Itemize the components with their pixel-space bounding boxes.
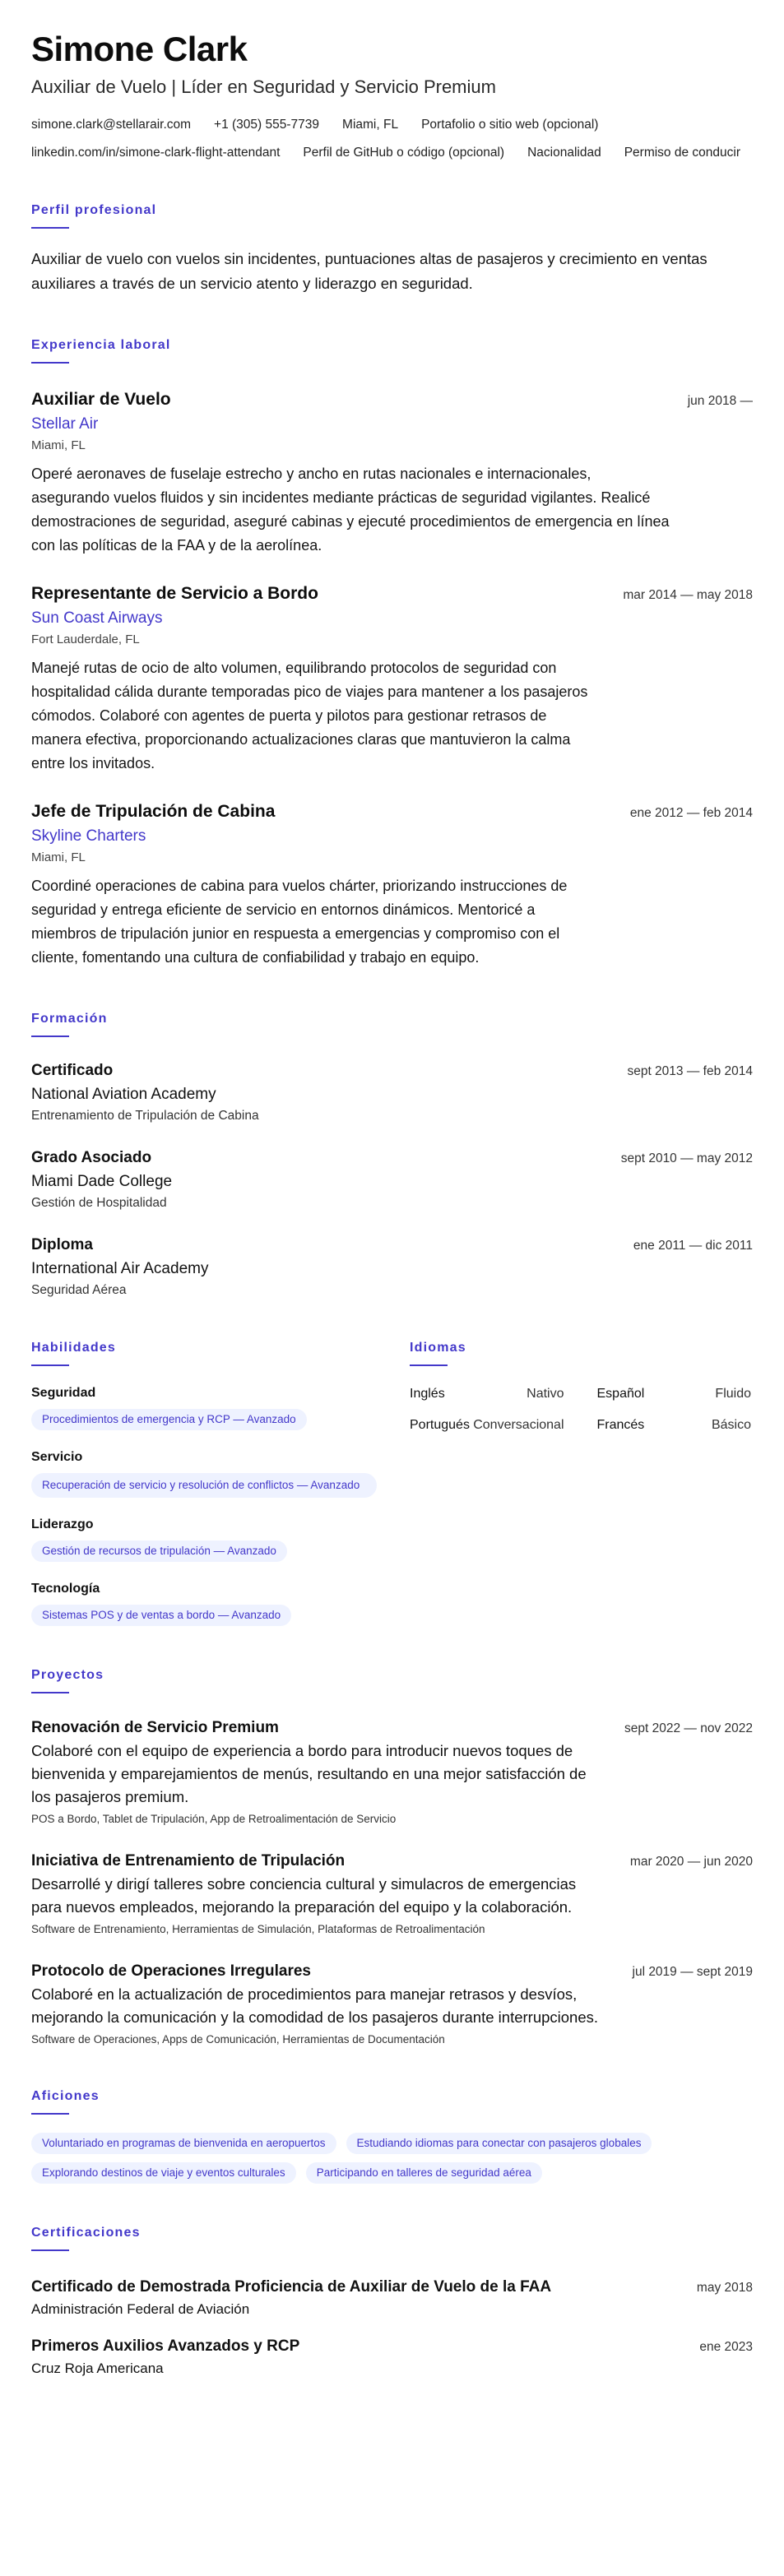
skill-tag: Sistemas POS y de ventas a bordo — Avanzado [31, 1605, 291, 1626]
language-item [410, 1417, 564, 1434]
degree-title: Certificado [31, 1062, 114, 1079]
language-name: Francés [596, 1418, 645, 1432]
experience-item [31, 582, 753, 776]
skill-group [31, 1448, 377, 1498]
job-location: Fort Lauderdale, FL [31, 632, 140, 646]
section-title: Experiencia laboral [31, 338, 171, 352]
degree-title: Diploma [31, 1236, 93, 1253]
section-title: Aficiones [31, 2089, 100, 2103]
project-date: sept 2022 — nov 2022 [624, 1721, 753, 1735]
certification-date: ene 2023 [699, 2340, 753, 2354]
certifications-section [31, 2225, 753, 2378]
skill-tag: Recuperación de servicio y resolución de conflictos — Avanzado [31, 1473, 377, 1498]
job-title: Jefe de Tripulación de Cabina [31, 802, 276, 821]
institution-name: Miami Dade College [31, 1173, 173, 1190]
experience-item [31, 388, 753, 558]
certification-item [31, 2337, 753, 2378]
summary-section [31, 202, 753, 296]
contact-info [31, 117, 753, 161]
contact-phone[interactable]: +1 (305) 555-7739 [214, 118, 320, 132]
contact-github[interactable]: Perfil de GitHub o código (opcional) [303, 146, 505, 160]
company-name: Skyline Charters [31, 827, 146, 845]
project-item [31, 1962, 753, 2047]
education-date: sept 2013 — feb 2014 [627, 1064, 753, 1078]
job-date: mar 2014 — may 2018 [623, 588, 753, 602]
candidate-headline: Auxiliar de Vuelo | Líder en Seguridad y Servicio Premium [31, 76, 496, 97]
projects-section [31, 1667, 753, 2047]
language-item [597, 1386, 752, 1402]
skill-category: Seguridad [31, 1386, 96, 1400]
skill-group [31, 1580, 377, 1626]
language-item [410, 1386, 564, 1402]
language-level: Conversacional [473, 1418, 564, 1432]
section-divider [31, 362, 69, 364]
project-date: jul 2019 — sept 2019 [632, 1965, 753, 1979]
education-item [31, 1235, 753, 1299]
section-divider [410, 1364, 448, 1366]
hobby-tag: Participando en talleres de seguridad aérea [306, 2162, 542, 2184]
skill-category: Servicio [31, 1450, 83, 1464]
certification-date: may 2018 [696, 2281, 753, 2295]
section-divider [31, 1035, 69, 1037]
hobbies-list [31, 2133, 753, 2184]
job-description: Manejé rutas de ocio de alto volumen, equilibrando protocolos de seguridad con hospitalidad cálida durante temporadas pico de viajes para mantener a los pasajeros cómodos. Colaboré con agentes de puerta y pilotos para gestionar retrasos de manera efectiva, proporcionando actualizaciones claras que mantuvieron la calma entre los invitados. [31, 660, 588, 771]
project-description: Colaboré con el equipo de experiencia a bordo para introducir nuevos toques de bienvenida y emparejamientos de menús, resultando en una mejor satisfacción de los pasajeros premium. [31, 1742, 587, 1805]
education-date: ene 2011 — dic 2011 [633, 1239, 753, 1253]
experience-item [31, 800, 753, 970]
education-section [31, 1011, 753, 1299]
section-divider [31, 1692, 69, 1693]
language-name: Portugués [410, 1418, 470, 1432]
project-tech: Software de Entrenamiento, Herramientas de Simulación, Plataformas de Retroalimentación [31, 1923, 485, 1935]
study-field: Entrenamiento de Tripulación de Cabina [31, 1109, 259, 1123]
institution-name: National Aviation Academy [31, 1086, 216, 1103]
languages-section [410, 1340, 751, 1626]
project-description: Desarrollé y dirigí talleres sobre conciencia cultural y simulacros de emergencias para nuevos empleados, mejorando la preparación del equipo y la colaboración. [31, 1875, 577, 1916]
certification-issuer: Cruz Roja Americana [31, 2361, 164, 2376]
job-description: Operé aeronaves de fuselaje estrecho y ancho en rutas nacionales e internacionales, asegurando vuelos fluidos y sin incidentes mediante prácticas de seguridad vigilantes. Realicé demostraciones de seguridad, aseguré cabinas y ejecuté procedimientos de emergencia en línea con las políticas de la FAA y de la aerolínea. [31, 466, 670, 554]
skill-group [31, 1516, 377, 1562]
language-name: Inglés [410, 1387, 445, 1401]
education-item [31, 1147, 753, 1212]
company-name: Sun Coast Airways [31, 609, 163, 627]
skill-category: Liderazgo [31, 1517, 94, 1531]
section-title: Perfil profesional [31, 203, 157, 217]
education-item [31, 1060, 753, 1124]
skills-section [31, 1340, 377, 1626]
experience-section [31, 337, 753, 970]
skill-tag: Procedimientos de emergencia y RCP — Avanzado [31, 1409, 307, 1430]
contact-location: Miami, FL [342, 118, 399, 132]
job-description: Coordiné operaciones de cabina para vuelos chárter, priorizando instrucciones de seguridad y entrega eficiente de servicio en entornos dinámicos. Mentoricé a miembros de tripulación junior en respuesta a emergencias y compromiso con el cliente, fomentando una cultura de confiabilidad y trabajo en equipo. [31, 878, 568, 966]
language-level: Fluido [715, 1387, 751, 1401]
skill-tag: Gestión de recursos de tripulación — Avanzado [31, 1541, 287, 1562]
skill-category: Tecnología [31, 1582, 100, 1596]
summary-text: Auxiliar de vuelo con vuelos sin incidentes, puntuaciones altas de pasajeros y crecimiento en ventas auxiliares a través de un servicio atento y liderazgo en seguridad. [31, 250, 707, 292]
contact-driving-license: Permiso de conducir [624, 146, 740, 160]
section-title: Habilidades [31, 1341, 117, 1355]
project-tech: Software de Operaciones, Apps de Comunicación, Herramientas de Documentación [31, 2033, 445, 2046]
study-field: Gestión de Hospitalidad [31, 1196, 167, 1210]
project-date: mar 2020 — jun 2020 [629, 1855, 753, 1869]
study-field: Seguridad Aérea [31, 1283, 127, 1297]
languages-list [410, 1386, 751, 1434]
project-description: Colaboré en la actualización de procedimientos para manejar retrasos y desvíos, mejorando la comunicación y la comodidad de los pasajeros durante interrupciones. [31, 1985, 599, 2026]
hobby-tag: Voluntariado en programas de bienvenida en aeropuertos [31, 2133, 336, 2154]
language-item [597, 1417, 752, 1434]
hobby-tag: Explorando destinos de viaje y eventos culturales [31, 2162, 296, 2184]
project-title: Protocolo de Operaciones Irregulares [31, 1962, 311, 1980]
institution-name: International Air Academy [31, 1260, 209, 1277]
candidate-name: Simone Clark [31, 30, 248, 68]
contact-portfolio[interactable]: Portafolio o sitio web (opcional) [421, 118, 599, 132]
section-title: Idiomas [410, 1341, 466, 1355]
skills-languages-row [31, 1340, 753, 1626]
project-title: Renovación de Servicio Premium [31, 1719, 279, 1736]
contact-email[interactable]: simone.clark@stellarair.com [31, 118, 192, 132]
section-divider [31, 2249, 69, 2251]
section-divider [31, 1364, 69, 1366]
certification-issuer: Administración Federal de Aviación [31, 2301, 250, 2317]
job-location: Miami, FL [31, 850, 86, 864]
project-item [31, 1851, 753, 1937]
section-divider [31, 227, 69, 229]
project-tech: POS a Bordo, Tablet de Tripulación, App de Retroalimentación de Servicio [31, 1813, 397, 1825]
section-title: Certificaciones [31, 2226, 141, 2240]
language-level: Básico [711, 1418, 751, 1432]
contact-linkedin[interactable]: linkedin.com/in/simone-clark-flight-attendant [31, 146, 281, 160]
skill-group [31, 1384, 377, 1430]
contact-nationality: Nacionalidad [527, 146, 601, 160]
certification-name: Primeros Auxilios Avanzados y RCP [31, 2337, 300, 2355]
hobbies-section [31, 2088, 753, 2184]
section-title: Proyectos [31, 1668, 104, 1682]
job-location: Miami, FL [31, 438, 86, 452]
project-title: Iniciativa de Entrenamiento de Tripulación [31, 1852, 346, 1869]
language-level: Nativo [527, 1387, 564, 1401]
certification-item [31, 2277, 753, 2319]
section-divider [31, 2113, 69, 2115]
certification-name: Certificado de Demostrada Proficiencia de Auxiliar de Vuelo de la FAA [31, 2278, 552, 2296]
hobby-tag: Estudiando idiomas para conectar con pasajeros globales [346, 2133, 652, 2154]
resume-header [31, 30, 753, 161]
job-date: ene 2012 — feb 2014 [629, 806, 753, 820]
project-item [31, 1718, 753, 1827]
degree-title: Grado Asociado [31, 1149, 152, 1166]
section-title: Formación [31, 1012, 108, 1026]
job-date: jun 2018 — [687, 394, 753, 408]
job-title: Auxiliar de Vuelo [31, 390, 171, 409]
education-date: sept 2010 — may 2012 [620, 1151, 753, 1165]
company-name: Stellar Air [31, 415, 99, 433]
job-title: Representante de Servicio a Bordo [31, 584, 318, 603]
language-name: Español [596, 1387, 645, 1401]
